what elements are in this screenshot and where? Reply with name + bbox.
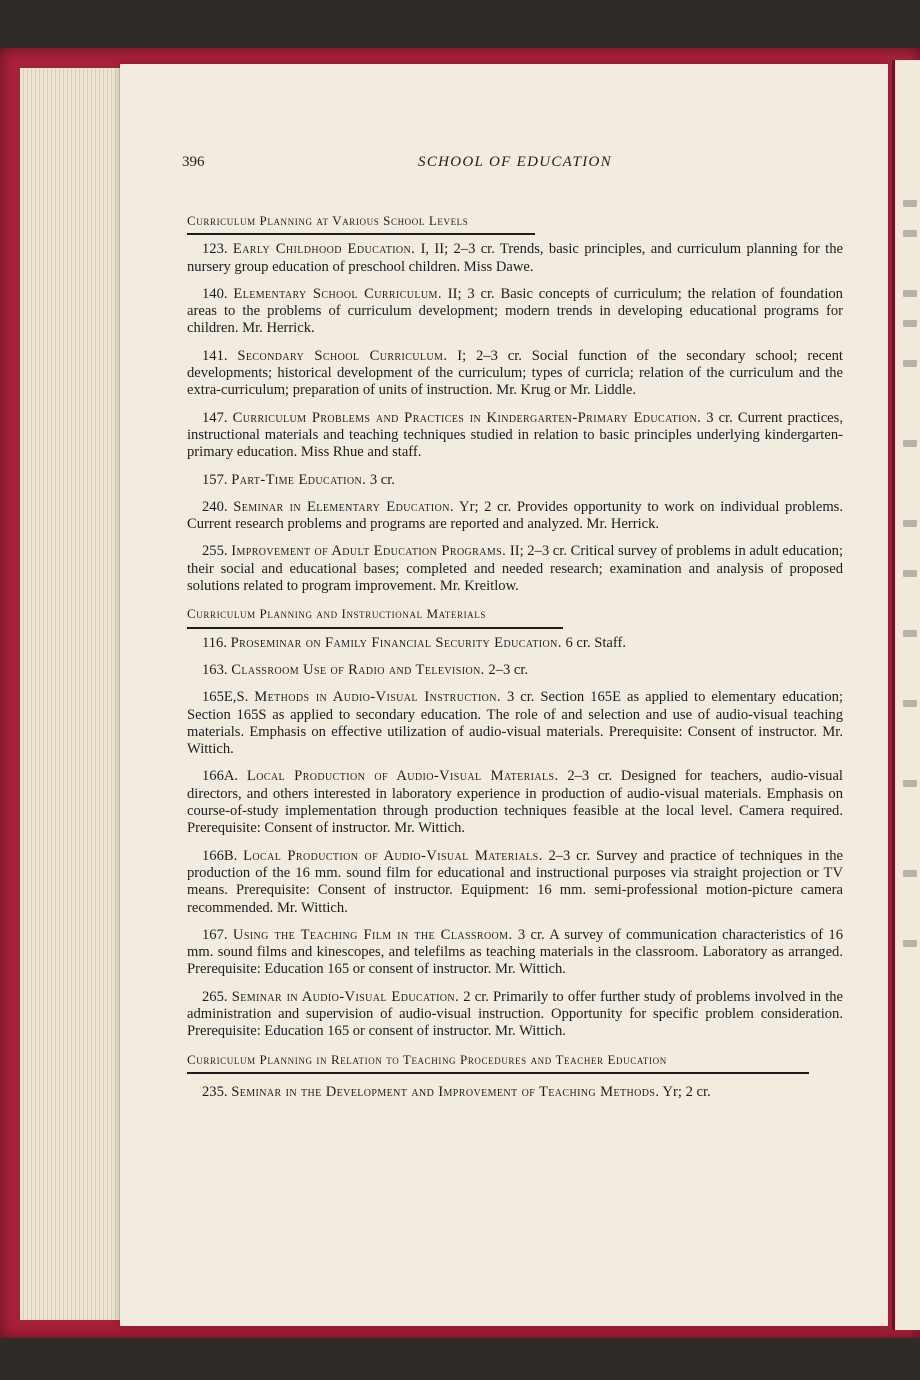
course-number: 265.	[202, 988, 228, 1005]
course-description: I; 2–3 cr. Social function of the secondary school; recent developments; historical development of the curriculum; types of curricla; relation of the curriculum and the extra-curriculum; preparation of units of instruction. Mr. Krug or Mr. Liddle.	[187, 347, 843, 399]
course-entry	[187, 635, 843, 652]
course-description: 2–3 cr. Survey and practice of techniques in the production of the 16 mm. sound film for educational and instructional purposes via straight projection or TV means. Prerequisite: Consent of instructor. Equipment: 16 mm. semi-professional motion-picture camera recommended. Mr. Wittich.	[187, 847, 843, 916]
course-entry	[187, 410, 843, 462]
course-description: I, II; 2–3 cr. Trends, basic principles, and curriculum planning for the nursery group education of preschool children. Miss Dawe.	[187, 241, 844, 275]
course-number: 141.	[202, 347, 228, 364]
course-description: Yr; 2 cr. Provides opportunity to work on individual problems. Current research problems and programs are reported and analyzed. Mr. Herrick.	[187, 498, 844, 533]
course-entry	[187, 768, 843, 837]
course-number: 255.	[202, 543, 228, 560]
course-title: Seminar in Elementary Education.	[233, 498, 454, 515]
course-description: 3 cr. A survey of communication characteristics of 16 mm. sound films and kinescopes, and telefilms as teaching materials in the classroom. Laboratory as arranged. Prerequisite: Education 165 or consent of instructor. Mr. Wittich.	[187, 926, 843, 978]
course-title: Local Production of Audio-Visual Materials.	[243, 847, 543, 864]
course-title: Secondary School Curriculum.	[237, 347, 448, 364]
course-number: 166A.	[202, 768, 239, 785]
course-description: 3 cr. Current practices, instructional materials and teaching techniques studied in relation to basic principles underlying kindergarten-primary education. Miss Rhue and staff.	[187, 409, 843, 461]
course-entry	[187, 348, 843, 400]
course-title: Curriculum Problems and Practices in Kindergarten-Primary Education.	[232, 409, 702, 426]
course-title: Elementary School Curriculum.	[233, 285, 442, 302]
course-number: 166B.	[202, 847, 238, 864]
course-title: Methods in Audio-Visual Instruction.	[254, 689, 501, 706]
section-heading: Curriculum Planning and Instructional Materials	[187, 605, 563, 628]
course-description: 2–3 cr. Designed for teachers, audio-visual directors, and others interested in laboratory experience in production of audio-visual materials. Emphasis on course-of-study implementation through production techniques feasible at the local level. Camera required. Prerequisite: Consent of instructor. Mr. Wittich.	[187, 768, 843, 837]
course-number: 140.	[202, 285, 228, 302]
course-entry	[187, 662, 843, 679]
course-description: II; 2–3 cr. Critical survey of problems in adult education; their social and educational bases; completed and needed research; examination and analysis of proposed solutions related to program improvement. Mr. Kreitlow.	[187, 543, 844, 595]
course-number: 116.	[202, 634, 227, 651]
section-heading: Curriculum Planning at Various School Levels	[187, 212, 535, 235]
course-number: 167.	[202, 926, 228, 943]
course-number: 123.	[202, 241, 228, 258]
course-description: 3 cr. Section 165E as applied to elementary education; Section 165S as applied to secondary education. The role of and selection and use of audio-visual teaching materials. Emphasis on effective utilization of audio-visual materials. Prerequisite: Consent of instructor. Mr. Wittich.	[187, 689, 843, 758]
page-number: 396	[182, 154, 205, 170]
course-entry	[187, 499, 843, 534]
course-entry	[187, 689, 843, 758]
section-heading: Curriculum Planning in Relation to Teaching Procedures and Teacher Education	[187, 1051, 809, 1074]
course-title: Improvement of Adult Education Programs.	[231, 543, 507, 560]
course-title: Classroom Use of Radio and Television.	[231, 661, 485, 678]
course-title: Seminar in Audio-Visual Education.	[231, 988, 460, 1005]
course-entry	[187, 989, 843, 1041]
course-description: 2–3 cr.	[488, 661, 529, 678]
page-edges	[20, 68, 126, 1320]
course-number: 165E,S.	[202, 689, 249, 706]
page-content	[182, 150, 844, 1111]
course-number: 157.	[202, 471, 228, 488]
course-description: II; 3 cr. Basic concepts of curriculum; the relation of foundation areas to the problems of curriculum development; modern trends in developing educational programs for children. Mr. Herrick.	[187, 285, 843, 337]
facing-page-edge	[892, 60, 920, 1330]
course-entry	[187, 472, 843, 489]
course-title: Proseminar on Family Financial Security Education.	[230, 634, 562, 651]
course-number: 147.	[202, 409, 228, 426]
course-title: Local Production of Audio-Visual Materials.	[246, 768, 559, 785]
course-title: Seminar in the Development and Improvement of Teaching Methods.	[231, 1083, 660, 1100]
course-description: 2 cr. Primarily to offer further study of problems involved in the administration and supervision of audio-visual instruction. Opportunity for specific problem consideration. Prerequisite: Education 165 or consent of instructor. Mr. Wittich.	[187, 988, 843, 1040]
course-entry	[187, 241, 843, 276]
course-description: 6 cr. Staff.	[565, 634, 626, 651]
course-entry	[187, 927, 843, 979]
course-entry	[187, 848, 843, 917]
running-head	[182, 150, 843, 176]
course-number: 235.	[202, 1083, 228, 1100]
course-entry	[187, 543, 843, 595]
running-title: SCHOOL OF EDUCATION	[418, 154, 612, 170]
course-number: 240.	[202, 498, 228, 515]
course-title: Early Childhood Education.	[232, 241, 416, 258]
course-description: 3 cr.	[369, 471, 395, 488]
course-entry	[187, 286, 843, 338]
course-title: Using the Teaching Film in the Classroom.	[232, 926, 513, 943]
course-entry	[187, 1084, 843, 1101]
course-number: 163.	[202, 661, 228, 678]
course-description: Yr; 2 cr.	[662, 1083, 711, 1100]
course-title: Part-Time Education.	[231, 471, 367, 488]
